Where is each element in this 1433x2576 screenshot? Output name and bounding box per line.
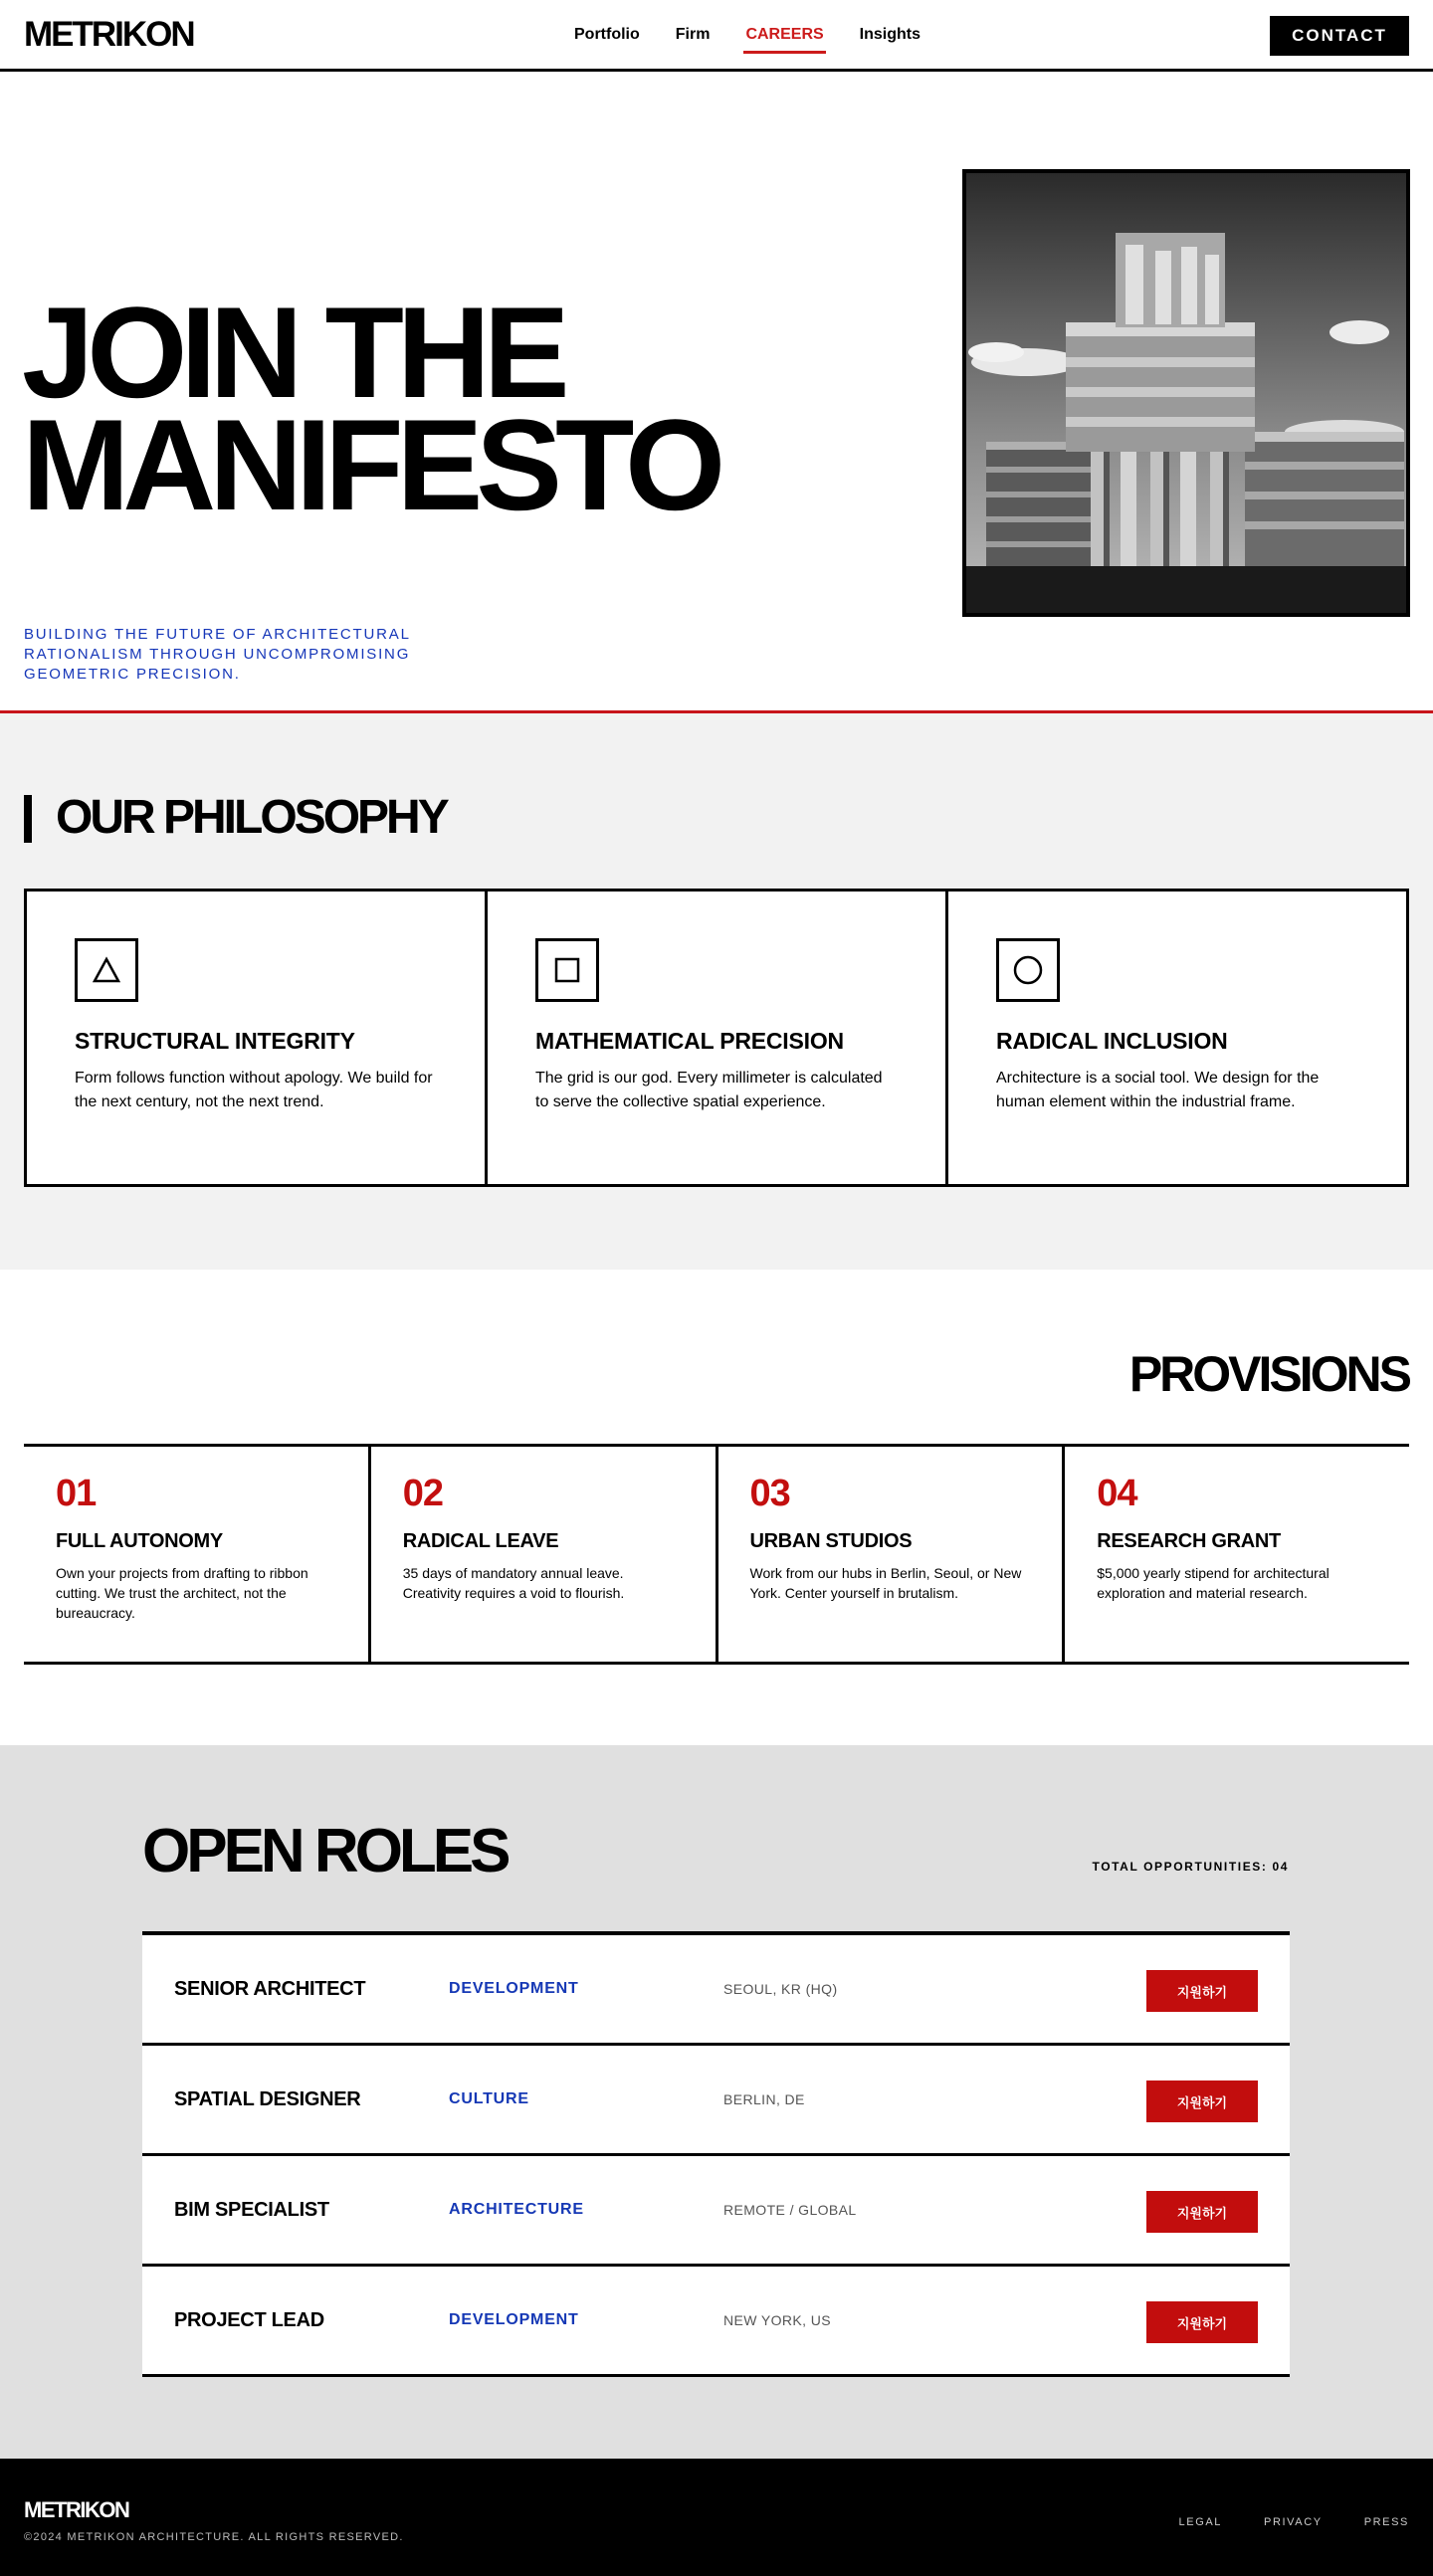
role-row[interactable] (142, 2046, 1290, 2156)
philosophy-card-title: MATHEMATICAL PRECISION (535, 1028, 844, 1054)
hero-building-image (962, 169, 1410, 617)
provision-name: RADICAL LEAVE (402, 1530, 559, 1552)
role-title: SENIOR ARCHITECT (174, 1977, 366, 2000)
provision-text: Work from our hubs in Berlin, Seoul, or New York. Center yourself in brutalism. (749, 1565, 1022, 1601)
hero-title-line-2: MANIFESTO (22, 392, 719, 538)
role-location: SEOUL, KR (HQ) (723, 1981, 838, 1997)
apply-button[interactable]: 지원하기 (1146, 2301, 1258, 2343)
footer-logo[interactable]: METRIKON (24, 2497, 129, 2522)
philosophy-card-title: STRUCTURAL INTEGRITY (75, 1028, 355, 1054)
square-icon (535, 938, 599, 1002)
provision-name: FULL AUTONOMY (56, 1530, 223, 1552)
philosophy-grid (24, 889, 1409, 1187)
section-accent-bar (24, 795, 32, 843)
open-roles-section (0, 1745, 1433, 2459)
provision-text: Own your projects from drafting to ribbon cutting. We trust the architect, not the bureaucracy. (56, 1565, 308, 1621)
provision-item (24, 1447, 371, 1662)
role-location: REMOTE / GLOBAL (723, 2202, 857, 2218)
footer-copyright: ©2024 METRIKON ARCHITECTURE. ALL RIGHTS RESERVED. (24, 2531, 404, 2543)
roles-count: TOTAL OPPORTUNITIES: 04 (1092, 1860, 1289, 1874)
top-navigation (0, 0, 1433, 72)
philosophy-title: OUR PHILOSOPHY (56, 791, 447, 844)
roles-table (142, 1931, 1290, 2377)
role-row[interactable] (142, 2156, 1290, 2267)
brand-logo[interactable]: METRIKON (24, 15, 194, 54)
philosophy-card-text: Form follows function without apology. We build for the next century, not the next trend. (75, 1070, 433, 1110)
role-location: BERLIN, DE (723, 2091, 805, 2107)
apply-button[interactable]: 지원하기 (1146, 1970, 1258, 2012)
provisions-grid (24, 1444, 1409, 1665)
open-roles-title: OPEN ROLES (142, 1817, 508, 1885)
apply-button[interactable]: 지원하기 (1146, 2081, 1258, 2122)
philosophy-card (948, 892, 1406, 1184)
role-row[interactable] (142, 1935, 1290, 2046)
nav-link-firm[interactable]: Firm (675, 25, 711, 43)
hero-title-line-1: JOIN THE (22, 280, 563, 425)
hero-subtitle: BUILDING THE FUTURE OF ARCHITECTURAL RATIONALISM THROUGH UNCOMPROMISING GEOMETRIC PRECISION. (24, 626, 411, 683)
provision-item (371, 1447, 718, 1662)
provision-text: 35 days of mandatory annual leave. Creativity requires a void to flourish. (402, 1565, 625, 1601)
provision-number: 02 (402, 1473, 444, 1514)
role-title: BIM SPECIALIST (174, 2198, 329, 2221)
philosophy-card-text: Architecture is a social tool. We design for the human element within the industrial frame. (996, 1070, 1320, 1110)
footer-link-privacy[interactable]: PRIVACY (1264, 2516, 1323, 2528)
main-nav (572, 0, 922, 69)
nav-link-portfolio[interactable]: Portfolio (574, 25, 640, 43)
nav-link-insights[interactable]: Insights (859, 25, 921, 43)
provision-name: URBAN STUDIOS (749, 1530, 913, 1552)
philosophy-card-text: The grid is our god. Every millimeter is calculated to serve the collective spatial experience. (535, 1070, 883, 1110)
role-department: ARCHITECTURE (449, 2201, 584, 2218)
role-title: PROJECT LEAD (174, 2308, 324, 2331)
hero-section (0, 72, 1433, 713)
philosophy-card (27, 892, 488, 1184)
apply-button[interactable]: 지원하기 (1146, 2191, 1258, 2233)
provision-number: 03 (749, 1473, 790, 1514)
role-department: CULTURE (449, 2090, 529, 2107)
philosophy-section (0, 713, 1433, 1270)
provision-item (1065, 1447, 1409, 1662)
provision-item (718, 1447, 1066, 1662)
philosophy-card (488, 892, 948, 1184)
circle-icon (996, 938, 1060, 1002)
triangle-icon (75, 938, 138, 1002)
nav-link-careers[interactable]: CAREERS (743, 20, 825, 50)
hero-title (22, 280, 719, 538)
philosophy-card-title: RADICAL INCLUSION (996, 1028, 1228, 1054)
provision-number: 01 (56, 1473, 97, 1514)
provision-number: 04 (1097, 1473, 1137, 1514)
role-title: SPATIAL DESIGNER (174, 2087, 361, 2110)
footer-links (1179, 2516, 1409, 2528)
footer-link-legal[interactable]: LEGAL (1178, 2516, 1223, 2528)
provisions-title: PROVISIONS (1128, 1346, 1409, 1402)
provision-name: RESEARCH GRANT (1097, 1530, 1281, 1552)
role-row[interactable] (142, 2267, 1290, 2377)
role-department: DEVELOPMENT (449, 1980, 579, 1997)
site-footer (0, 2459, 1433, 2576)
contact-button[interactable]: CONTACT (1270, 16, 1409, 56)
footer-link-press[interactable]: PRESS (1363, 2516, 1409, 2528)
provisions-section (0, 1270, 1433, 1745)
role-department: DEVELOPMENT (449, 2311, 579, 2328)
role-location: NEW YORK, US (723, 2312, 832, 2328)
provision-text: $5,000 yearly stipend for architectural exploration and material research. (1097, 1565, 1330, 1601)
